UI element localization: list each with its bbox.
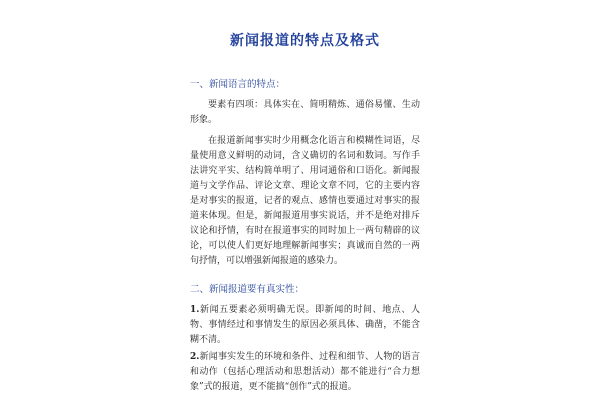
document-content (190, 30, 420, 397)
section-heading-authenticity: 二、新闻报道要有真实性： (190, 284, 305, 295)
paragraph-reporting-facts: 在报道新闻事实时少用概念化语言和模糊性词语，尽量使用意义鲜明的动词，含义确切的名词和数词。写作手法讲究平实、结构简单明了、用词通俗和口语化。新闻报道与文学作品、评论文章、理论文章不同，它的主要内容是对事实的报道，记者的观点、感情也要通过对事实的报道来体现。但是，新闻报道用事实说话，并不是绝对排斥议论和抒情，有时在报道事实的同时加上一两句精辟的议论，可以使人们更好地理解新闻事实；真诚而自然的一两句抒情，可以增强新闻报道的感染力。 (190, 136, 420, 266)
paragraph-elements: 要素有四项：具体实在、简明精炼、通俗易懂、生动形象。 (190, 100, 420, 125)
section-heading-features: 一、新闻语言的特点： (190, 79, 286, 90)
list-item-number: 1. (190, 305, 200, 315)
list-item-text: 新闻五要素必须明确无误。即新闻的时间、地点、人物、事情经过和事情发生的原因必须具体、确凿，不能含糊不清。 (190, 305, 420, 345)
document-title: 新闻报道的特点及格式 (230, 33, 380, 49)
list-item-number: 2. (190, 352, 200, 362)
list-item (190, 350, 420, 395)
list-item-text: 新闻事实发生的环境和条件、过程和细节、人物的语言和动作（包括心理活动和思想活动）都不能进行“合力想象”式的报道，更不能搞“创作”式的报道。 (190, 352, 420, 392)
list-item (190, 303, 420, 348)
